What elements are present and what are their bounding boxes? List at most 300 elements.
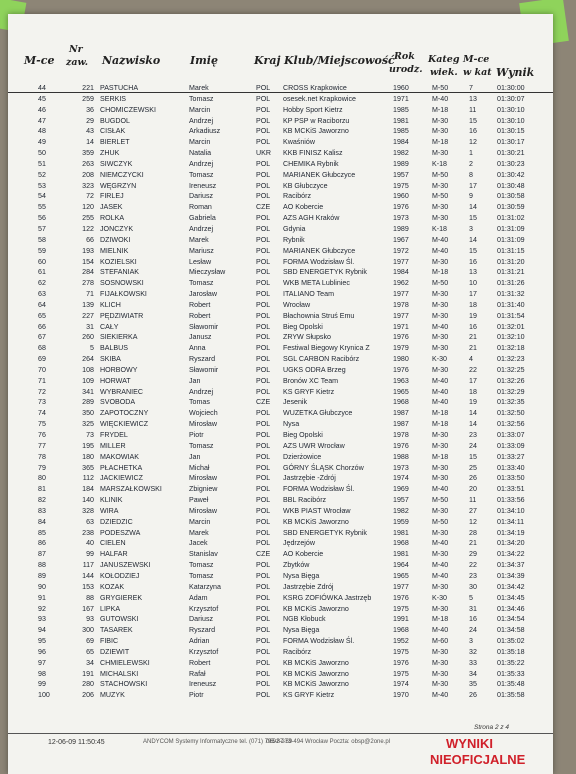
header-category-l1: Kateg xyxy=(428,54,460,65)
cell-country: POL xyxy=(256,311,271,320)
table-row xyxy=(8,138,553,149)
cell-country: POL xyxy=(256,344,271,353)
cell-category-place: 25 xyxy=(469,463,477,472)
cell-place: 99 xyxy=(38,680,46,689)
cell-result: 01:32:01 xyxy=(497,322,525,331)
cell-country: POL xyxy=(256,431,271,439)
cell-bib: 193 xyxy=(82,246,94,255)
cell-category-place: 3 xyxy=(469,637,473,646)
cell-surname: STEFANIAK xyxy=(100,268,140,277)
cell-category-place: 24 xyxy=(469,626,477,635)
cell-surname: JONCZYK xyxy=(100,224,134,233)
cell-club: KB MCKiS Jaworzno xyxy=(283,669,349,678)
cell-category-place: 15 xyxy=(469,214,477,223)
cell-place: 85 xyxy=(38,528,46,537)
cell-birth-year: 1981 xyxy=(393,528,409,537)
cell-surname: KOŁODZIEJ xyxy=(100,571,140,580)
table-row xyxy=(8,279,553,290)
cell-firstname: Marcin xyxy=(189,138,211,147)
cell-bib: 153 xyxy=(82,582,94,591)
cell-surname: LIPKA xyxy=(100,604,121,613)
cell-bib: 325 xyxy=(82,420,94,429)
table-row xyxy=(8,550,553,561)
cell-bib: 34 xyxy=(86,658,94,667)
cell-surname: MAKOWIAK xyxy=(100,452,140,461)
cell-category-place: 11 xyxy=(469,105,477,114)
cell-result: 01:31:26 xyxy=(497,279,525,288)
cell-birth-year: 1973 xyxy=(393,463,409,472)
cell-country: POL xyxy=(256,257,271,266)
cell-category: M-40 xyxy=(432,539,449,548)
cell-result: 01:31:32 xyxy=(497,290,525,299)
cell-birth-year: 1959 xyxy=(393,517,409,526)
cell-category-place: 17 xyxy=(469,181,477,190)
cell-firstname: Rafał xyxy=(189,669,206,678)
cell-surname: BALBUS xyxy=(100,344,128,353)
cell-birth-year: 1976 xyxy=(393,203,409,212)
cell-country: POL xyxy=(256,485,271,494)
cell-club: Zbytków xyxy=(283,561,310,570)
cell-country: POL xyxy=(256,680,271,689)
cell-place: 72 xyxy=(38,387,46,396)
table-row xyxy=(8,442,553,453)
cell-surname: WĘGRZYN xyxy=(100,181,137,190)
cell-club: Nysa Bięga xyxy=(283,571,320,580)
cell-place: 47 xyxy=(38,116,46,125)
cell-place: 68 xyxy=(38,344,46,353)
cell-place: 65 xyxy=(38,311,46,320)
cell-firstname: Mirosław xyxy=(189,420,217,429)
cell-country: CZE xyxy=(256,203,271,212)
cell-birth-year: 1973 xyxy=(393,214,409,223)
cell-category-place: 13 xyxy=(469,94,477,103)
cell-club: Nysa Bięga xyxy=(283,626,320,635)
cell-firstname: Tomasz xyxy=(189,94,214,103)
cell-club: MARIANEK Głubczyce xyxy=(283,170,356,179)
cell-country: POL xyxy=(256,300,271,309)
cell-place: 50 xyxy=(38,149,46,158)
cell-firstname: Dariusz xyxy=(189,192,214,201)
cell-result: 01:31:40 xyxy=(497,300,525,309)
cell-country: POL xyxy=(256,604,271,613)
cell-category: M-50 xyxy=(432,170,449,179)
cell-place: 79 xyxy=(38,463,46,472)
cell-birth-year: 1974 xyxy=(393,474,409,483)
cell-country: POL xyxy=(256,181,271,190)
cell-country: POL xyxy=(256,214,271,223)
cell-category: M-40 xyxy=(432,387,449,396)
cell-place: 63 xyxy=(38,290,46,299)
table-row xyxy=(8,106,553,117)
cell-category: M-30 xyxy=(432,300,449,309)
cell-category: M-40 xyxy=(432,626,449,635)
cell-result: 01:31:02 xyxy=(497,214,525,223)
cell-category-place: 1 xyxy=(469,149,473,158)
results-table xyxy=(8,84,553,702)
cell-firstname: Piotr xyxy=(189,691,204,700)
cell-category: K-18 xyxy=(432,159,447,168)
cell-result: 01:30:10 xyxy=(497,105,525,114)
cell-firstname: Marcin xyxy=(189,517,211,526)
table-row xyxy=(8,366,553,377)
cell-category: M-30 xyxy=(432,528,449,537)
table-row xyxy=(8,388,553,399)
cell-surname: ROLKA xyxy=(100,214,125,223)
cell-result: 01:34:46 xyxy=(497,604,525,613)
cell-country: POL xyxy=(256,246,271,255)
cell-place: 61 xyxy=(38,268,46,277)
cell-birth-year: 1982 xyxy=(393,506,409,515)
cell-surname: HORWAT xyxy=(100,376,131,385)
cell-club: WUZETKA Głubczyce xyxy=(283,409,353,418)
cell-birth-year: 1968 xyxy=(393,626,409,635)
cell-bib: 69 xyxy=(86,637,94,646)
cell-category: M-50 xyxy=(432,84,449,92)
cell-firstname: Ryszard xyxy=(189,626,216,635)
cell-category-place: 14 xyxy=(469,235,477,244)
cell-place: 60 xyxy=(38,257,46,266)
cell-category-place: 15 xyxy=(469,246,477,255)
table-row xyxy=(8,539,553,550)
table-row xyxy=(8,453,553,464)
cell-birth-year: 1963 xyxy=(393,376,409,385)
cell-country: POL xyxy=(256,582,271,591)
cell-club: KB Głubczyce xyxy=(283,181,328,190)
cell-birth-year: 1977 xyxy=(393,257,409,266)
table-row xyxy=(8,160,553,171)
header-firstname: Imię xyxy=(190,54,218,67)
cell-country: POL xyxy=(256,441,271,450)
cell-category-place: 34 xyxy=(469,669,477,678)
cell-result: 01:33:40 xyxy=(497,463,525,472)
cell-place: 91 xyxy=(38,593,46,602)
cell-result: 01:32:35 xyxy=(497,398,525,407)
cell-result: 01:34:11 xyxy=(497,517,525,526)
cell-club: Gdynia xyxy=(283,224,306,233)
cell-firstname: Zbigniew xyxy=(189,485,218,494)
cell-category: M-30 xyxy=(432,647,449,656)
cell-bib: 112 xyxy=(82,474,94,483)
cell-category-place: 20 xyxy=(469,485,477,494)
cell-country: POL xyxy=(256,593,271,602)
cell-country: POL xyxy=(256,571,271,580)
cell-place: 44 xyxy=(38,84,46,92)
header-category-l2: wiek. xyxy=(430,67,458,78)
cell-result: 01:31:54 xyxy=(497,311,525,320)
cell-place: 87 xyxy=(38,550,46,559)
cell-firstname: Jacek xyxy=(189,539,208,548)
cell-place: 74 xyxy=(38,409,46,418)
cell-bib: 117 xyxy=(82,561,94,570)
cell-surname: STACHOWSKI xyxy=(100,680,148,689)
cell-surname: GRYGIEREK xyxy=(100,593,143,602)
cell-place: 98 xyxy=(38,669,46,678)
cell-category-place: 7 xyxy=(469,84,473,92)
cell-result: 01:30:07 xyxy=(497,94,525,103)
table-row xyxy=(8,583,553,594)
cell-category-place: 19 xyxy=(469,398,477,407)
cell-category-place: 30 xyxy=(469,582,477,591)
cell-category: M-40 xyxy=(432,485,449,494)
cell-surname: PODESZWA xyxy=(100,528,141,537)
cell-result: 01:33:50 xyxy=(497,474,525,483)
cell-surname: PASTUCHA xyxy=(100,84,139,92)
cell-category: M-30 xyxy=(432,116,449,125)
cell-place: 86 xyxy=(38,539,46,548)
cell-bib: 284 xyxy=(82,268,94,277)
cell-birth-year: 1991 xyxy=(393,615,409,624)
table-row xyxy=(8,605,553,616)
cell-result: 01:34:19 xyxy=(497,528,525,537)
cell-club: SBD ENERGETYK Rybnik xyxy=(283,268,367,277)
cell-result: 01:32:50 xyxy=(497,409,525,418)
cell-bib: 300 xyxy=(82,626,94,635)
cell-country: POL xyxy=(256,127,271,136)
cell-surname: ZHUK xyxy=(100,149,120,158)
cell-surname: SKIBA xyxy=(100,355,121,364)
cell-result: 01:34:37 xyxy=(497,561,525,570)
cell-firstname: Andrzej xyxy=(189,387,214,396)
cell-birth-year: 1965 xyxy=(393,571,409,580)
table-row xyxy=(8,572,553,583)
cell-club: Jędrzejów xyxy=(283,539,315,548)
header-year-l1: Rok xyxy=(394,51,415,62)
table-row xyxy=(8,236,553,247)
cell-category: M-40 xyxy=(432,322,449,331)
cell-firstname: Jan xyxy=(189,376,201,385)
cell-place: 46 xyxy=(38,105,46,114)
cell-firstname: Jan xyxy=(189,452,201,461)
cell-birth-year: 1971 xyxy=(393,322,409,331)
cell-firstname: Paweł xyxy=(189,496,209,505)
cell-category: M-40 xyxy=(432,691,449,700)
cell-category-place: 4 xyxy=(469,355,473,364)
cell-firstname: Janusz xyxy=(189,333,212,342)
cell-bib: 167 xyxy=(82,604,94,613)
cell-bib: 154 xyxy=(82,257,94,266)
cell-surname: BIERLET xyxy=(100,138,130,147)
contact-info: 0692-273-494 Wrocław Poczta: obsp@2one.pl xyxy=(266,739,391,745)
cell-category: M-40 xyxy=(432,235,449,244)
cell-firstname: Ryszard xyxy=(189,355,216,364)
cell-firstname: Marek xyxy=(189,84,209,92)
cell-birth-year: 1964 xyxy=(393,561,409,570)
cell-category-place: 22 xyxy=(469,561,477,570)
cell-surname: MICHALSKI xyxy=(100,669,139,678)
cell-category-place: 26 xyxy=(469,474,477,483)
cell-place: 53 xyxy=(38,181,46,190)
cell-place: 94 xyxy=(38,626,46,635)
cell-bib: 108 xyxy=(82,365,94,374)
cell-bib: 208 xyxy=(82,170,94,179)
cell-category-place: 15 xyxy=(469,116,477,125)
cell-result: 01:32:56 xyxy=(497,420,525,429)
cell-country: POL xyxy=(256,268,271,277)
cell-club: WKB META Lubliniec xyxy=(283,279,350,288)
cell-firstname: Adam xyxy=(189,593,208,602)
cell-result: 01:30:48 xyxy=(497,181,525,190)
cell-firstname: Mariusz xyxy=(189,246,214,255)
cell-result: 01:32:26 xyxy=(497,376,525,385)
cell-place: 89 xyxy=(38,571,46,580)
cell-club: KS GRYF Kietrz xyxy=(283,691,335,700)
cell-category-place: 35 xyxy=(469,680,477,689)
cell-club: GÓRNY ŚLĄSK Chorzów xyxy=(283,463,364,472)
cell-category: M-30 xyxy=(432,441,449,450)
cell-firstname: Ireneusz xyxy=(189,181,217,190)
cell-place: 93 xyxy=(38,615,46,624)
cell-club: NGB Kłobuck xyxy=(283,615,326,624)
cell-club: Rybnik xyxy=(283,235,305,244)
cell-country: POL xyxy=(256,159,271,168)
cell-birth-year: 1977 xyxy=(393,290,409,299)
cell-firstname: Krzysztof xyxy=(189,604,219,613)
cell-birth-year: 1981 xyxy=(393,116,409,125)
cell-place: 54 xyxy=(38,192,46,201)
cell-club: KB MCKiS Jaworzno xyxy=(283,658,349,667)
cell-country: POL xyxy=(256,94,271,103)
cell-firstname: Arkadiusz xyxy=(189,127,221,136)
cell-country: POL xyxy=(256,517,271,526)
cell-country: POL xyxy=(256,615,271,624)
cell-category-place: 11 xyxy=(469,496,477,505)
cell-country: POL xyxy=(256,84,271,92)
cell-birth-year: 1985 xyxy=(393,105,409,114)
cell-category: M-30 xyxy=(432,582,449,591)
cell-surname: TASAREK xyxy=(100,626,133,635)
cell-category: M-50 xyxy=(432,279,449,288)
cell-birth-year: 1988 xyxy=(393,452,409,461)
table-row xyxy=(8,648,553,659)
cell-result: 01:30:10 xyxy=(497,116,525,125)
table-row xyxy=(8,290,553,301)
cell-bib: 180 xyxy=(82,452,94,461)
cell-place: 67 xyxy=(38,333,46,342)
cell-birth-year: 1987 xyxy=(393,420,409,429)
cell-surname: SOSNOWSKI xyxy=(100,279,144,288)
cell-category: M-30 xyxy=(432,203,449,212)
cell-surname: ZAPOTOCZNY xyxy=(100,409,149,418)
table-row xyxy=(8,496,553,507)
cell-category: K-30 xyxy=(432,593,447,602)
cell-category: M-50 xyxy=(432,496,449,505)
page-number: Strona 2 z 4 xyxy=(474,724,510,731)
cell-place: 77 xyxy=(38,441,46,450)
cell-country: POL xyxy=(256,506,271,515)
cell-bib: 36 xyxy=(86,105,94,114)
cell-category: M-60 xyxy=(432,637,449,646)
table-row xyxy=(8,84,553,95)
header-year-l2: urodz. xyxy=(389,64,423,75)
cell-category: M-30 xyxy=(432,149,449,158)
cell-result: 01:35:58 xyxy=(497,691,525,700)
cell-category-place: 18 xyxy=(469,300,477,309)
cell-club: SGL CARBON Racibórz xyxy=(283,355,360,364)
cell-country: POL xyxy=(256,647,271,656)
cell-surname: HALFAR xyxy=(100,550,128,559)
cell-surname: CHOMICZEWSKI xyxy=(100,105,156,114)
cell-country: POL xyxy=(256,626,271,635)
cell-club: Dzierżowice xyxy=(283,452,322,461)
table-row xyxy=(8,680,553,691)
system-info: ANDYCOM Systemy Informatyczne tel. (071) 795-87-59 xyxy=(143,739,293,745)
cell-result: 01:32:18 xyxy=(497,344,525,353)
cell-category: M-30 xyxy=(432,181,449,190)
cell-firstname: Mirosław xyxy=(189,506,217,515)
cell-country: POL xyxy=(256,355,271,364)
cell-firstname: Tomasz xyxy=(189,170,214,179)
cell-firstname: Andrzej xyxy=(189,224,214,233)
cell-result: 01:32:23 xyxy=(497,355,525,364)
cell-category-place: 21 xyxy=(469,333,477,342)
cell-category: M-40 xyxy=(432,571,449,580)
cell-surname: KOZIELSKI xyxy=(100,257,137,266)
cell-country: POL xyxy=(256,474,271,483)
cell-club: Bronów XC Team xyxy=(283,376,339,385)
cell-result: 01:31:09 xyxy=(497,224,525,233)
cell-birth-year: 1962 xyxy=(393,279,409,288)
cell-birth-year: 1968 xyxy=(393,398,409,407)
cell-birth-year: 1987 xyxy=(393,409,409,418)
cell-club: Jesenik xyxy=(283,398,308,407)
cell-result: 01:30:15 xyxy=(497,127,525,136)
cell-place: 82 xyxy=(38,496,46,505)
cell-country: POL xyxy=(256,105,271,114)
cell-club: MARIANEK Głubczyce xyxy=(283,246,356,255)
cell-country: POL xyxy=(256,322,271,331)
cell-birth-year: 1985 xyxy=(393,127,409,136)
cell-club: KKB FINISZ Kalisz xyxy=(283,149,343,158)
cell-surname: MILLER xyxy=(100,441,126,450)
cell-country: POL xyxy=(256,387,271,396)
cell-firstname: Piotr xyxy=(189,431,204,439)
cell-club: AO Kobercie xyxy=(283,550,324,559)
cell-club: AZS AGH Kraków xyxy=(283,214,340,223)
cell-category: M-40 xyxy=(432,561,449,570)
cell-bib: 238 xyxy=(82,528,94,537)
cell-bib: 289 xyxy=(82,398,94,407)
cell-surname: JANUSZEWSKI xyxy=(100,561,151,570)
cell-category: M-40 xyxy=(432,246,449,255)
cell-category-place: 5 xyxy=(469,593,473,602)
cell-surname: PŁACHETKA xyxy=(100,463,143,472)
cell-club: SBD ENERGETYK Rybnik xyxy=(283,528,367,537)
cell-category-place: 14 xyxy=(469,409,477,418)
cell-club: AZS UWR Wrocław xyxy=(283,441,345,450)
cell-category: M-40 xyxy=(432,376,449,385)
cell-country: POL xyxy=(256,192,271,201)
cell-category-place: 16 xyxy=(469,615,477,624)
cell-club: ITALIANO Team xyxy=(283,290,334,299)
cell-category: M-50 xyxy=(432,517,449,526)
cell-firstname: Wojciech xyxy=(189,409,218,418)
cell-category: M-30 xyxy=(432,290,449,299)
cell-club: Jastrzębie Zdrój xyxy=(283,582,334,591)
cell-club: KSRG ZOFIÓWKA Jastrzęb xyxy=(283,593,372,602)
cell-category: M-30 xyxy=(432,257,449,266)
cell-bib: 365 xyxy=(82,463,94,472)
cell-place: 48 xyxy=(38,127,46,136)
cell-category: M-30 xyxy=(432,604,449,613)
cell-birth-year: 1960 xyxy=(393,84,409,92)
cell-place: 97 xyxy=(38,658,46,667)
table-row xyxy=(8,225,553,236)
cell-surname: JASEK xyxy=(100,203,123,212)
cell-club: osesek.net Krapkowice xyxy=(283,94,356,103)
cell-result: 01:33:56 xyxy=(497,496,525,505)
cell-result: 01:35:33 xyxy=(497,669,525,678)
cell-club: FORMA Wodzisław Śl. xyxy=(283,257,355,266)
